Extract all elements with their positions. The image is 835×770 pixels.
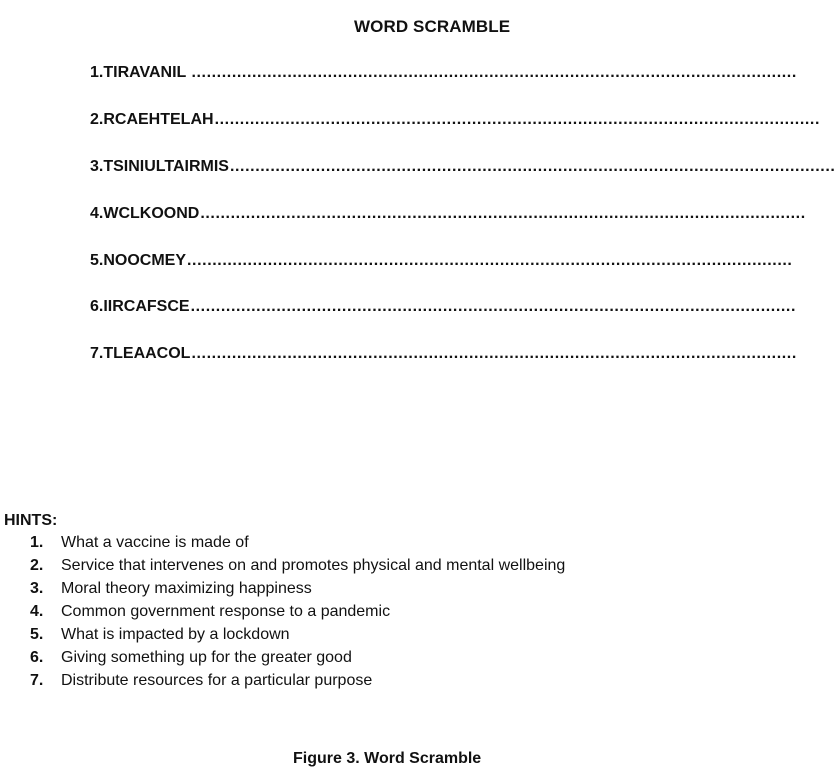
- hint-number: 7.: [30, 672, 44, 689]
- scramble-number: 3.: [90, 158, 104, 175]
- scramble-word: NOOCMEY: [103, 252, 187, 269]
- hint-text: Distribute resources for a particular purpose: [61, 672, 373, 689]
- scramble-number: 6.: [90, 298, 104, 315]
- hint-item-5: [30, 626, 290, 648]
- scramble-number: 1.: [90, 64, 104, 81]
- scramble-item-3: [90, 158, 835, 180]
- hint-number: 6.: [30, 649, 44, 666]
- answer-line[interactable]: ........................................................................................................................: [191, 64, 797, 81]
- hint-item-7: [30, 672, 372, 694]
- hint-number: 1.: [30, 534, 44, 551]
- scramble-word: RCAEHTELAH: [103, 111, 214, 128]
- answer-line[interactable]: ........................................................................................................................: [191, 345, 797, 362]
- answer-line[interactable]: ........................................................................................................................: [187, 252, 793, 269]
- answer-line[interactable]: ........................................................................................................................: [229, 158, 835, 175]
- figure-caption: Figure 3. Word Scramble: [293, 750, 482, 767]
- answer-line[interactable]: ........................................................................................................................: [190, 298, 797, 315]
- hints-heading: HINTS:: [4, 512, 58, 529]
- hint-item-3: [30, 580, 312, 602]
- scramble-word: WCLKOOND: [103, 205, 200, 222]
- page-title: WORD SCRAMBLE: [354, 17, 511, 36]
- scramble-word: TSINIULTAIRMIS: [103, 158, 229, 175]
- answer-line[interactable]: ........................................................................................................................: [214, 111, 820, 128]
- hint-item-1: [30, 534, 249, 556]
- hint-item-2: [30, 557, 565, 579]
- answer-line[interactable]: ........................................................................................................................: [200, 205, 806, 222]
- scramble-word: TLEAACOL: [103, 345, 191, 362]
- scramble-item-6: [90, 298, 797, 320]
- hint-text: Moral theory maximizing happiness: [61, 580, 312, 597]
- scramble-number: 4.: [90, 205, 104, 222]
- scramble-item-2: [90, 111, 820, 133]
- hint-item-4: [30, 603, 390, 625]
- scramble-item-1: [90, 64, 797, 86]
- scramble-item-7: [90, 345, 797, 367]
- hint-item-6: [30, 649, 352, 671]
- hint-number: 3.: [30, 580, 44, 597]
- scramble-word: TIRAVANIL: [103, 64, 191, 81]
- hint-number: 4.: [30, 603, 44, 620]
- scramble-word: IIRCAFSCE: [103, 298, 190, 315]
- scramble-item-5: [90, 252, 793, 274]
- scramble-number: 7.: [90, 345, 104, 362]
- scramble-number: 2.: [90, 111, 104, 128]
- scramble-number: 5.: [90, 252, 104, 269]
- hint-text: Service that intervenes on and promotes physical and mental wellbeing: [61, 557, 566, 574]
- scramble-item-4: [90, 205, 806, 227]
- hint-text: Giving something up for the greater good: [61, 649, 352, 666]
- hint-text: Common government response to a pandemic: [61, 603, 391, 620]
- hint-number: 2.: [30, 557, 44, 574]
- hint-text: What is impacted by a lockdown: [61, 626, 290, 643]
- hint-number: 5.: [30, 626, 44, 643]
- hint-text: What a vaccine is made of: [61, 534, 249, 551]
